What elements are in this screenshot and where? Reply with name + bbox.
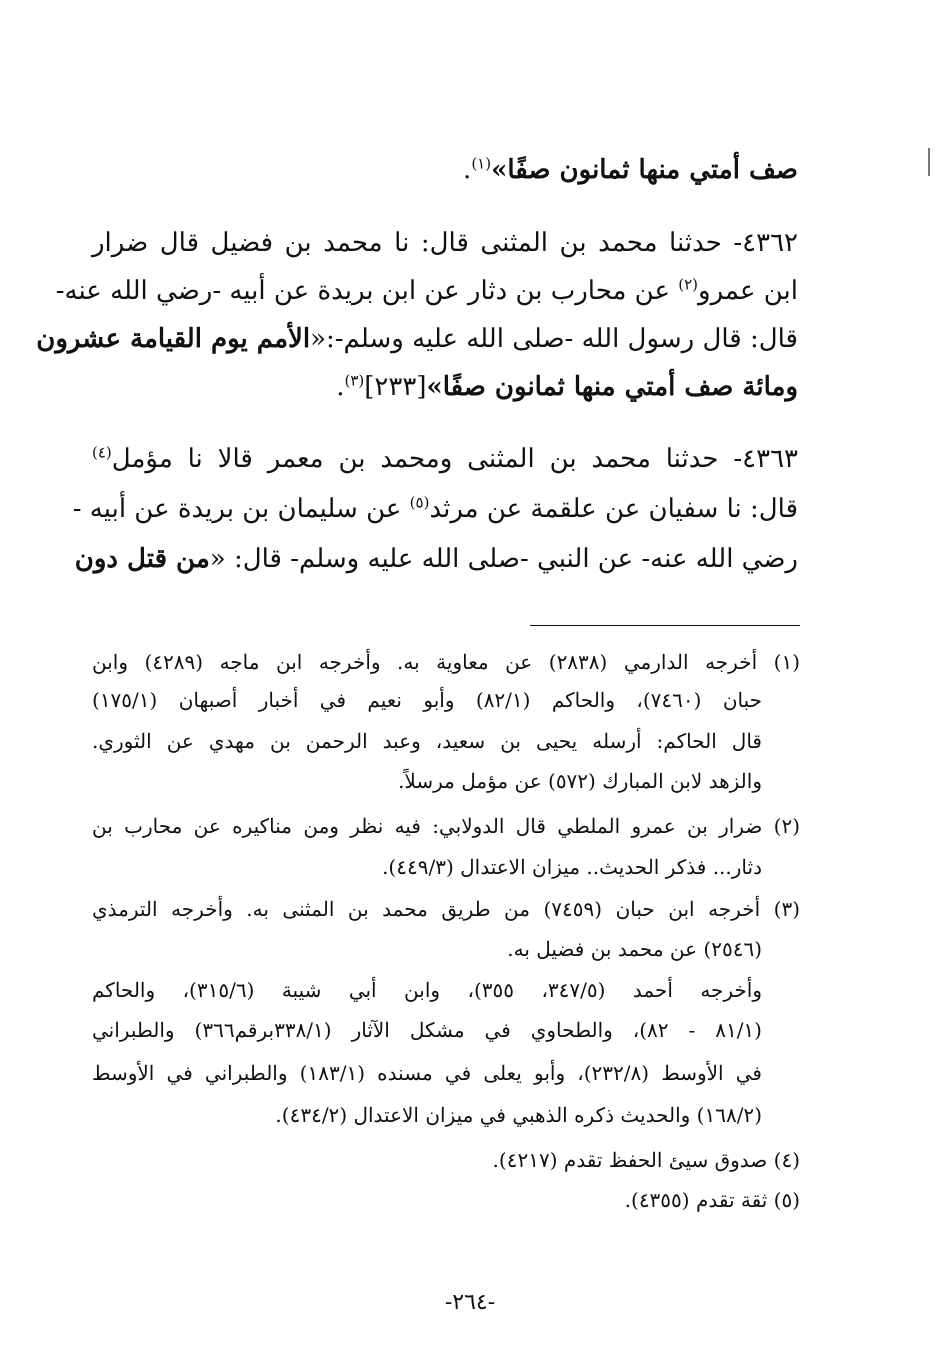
hadith-4362-line-4 — [92, 372, 798, 403]
footnote-3-line-3: وأخرجه أحمد (٣٤٧/٥، ٣٥٥)، وابن أبي شيبة (٣١٥/٦)، والحاكم — [92, 978, 763, 1002]
footnote-ref: (٥) — [409, 493, 430, 512]
footnote-2-line-2: دثار... فذكر الحديث.. ميزان الاعتدال (٤٤٩/٣). — [382, 855, 762, 879]
isnad-text: عن سليمان بن بريدة عن أبيه - — [72, 494, 410, 524]
footnote-3-line-2: (٢٥٤٦) عن محمد بن فضيل به. — [507, 937, 762, 961]
footnote-2-line-1: (٢) ضرار بن عمرو الملطي قال الدولابي: فيه نظر ومن مناكيره عن محارب بن — [92, 814, 800, 838]
footnote-ref: (١) — [471, 154, 492, 173]
footnote-3-line-1: (٣) أخرجه ابن حبان (٧٤٥٩) من طريق محمد بن المثنى به. وأخرجه الترمذي — [92, 897, 800, 921]
text: . — [463, 155, 472, 185]
hadith-4363-line-2 — [72, 493, 798, 525]
text: . — [336, 372, 345, 402]
footnote-1-line-3: قال الحاكم: أرسله يحيى بن سعيد، وعبد الرحمن بن مهدي عن الثوري. — [92, 729, 762, 753]
hadith-text-bold: ومائة صف أمتي منها ثمانون صفًا» — [426, 372, 798, 402]
isnad-text: عن محارب بن دثار عن ابن بريدة عن أبيه -رضي الله عنه- — [55, 276, 679, 306]
hadith-4362-line-3 — [36, 324, 798, 355]
isnad-text: رضي الله عنه- عن النبي -صلى الله عليه وسلم- قال: « — [209, 544, 798, 574]
footnote-3-line-4: (٨١/١ - ٨٢)، والطحاوي في مشكل الآثار (٣٣٨/١برقم٣٦٦) والطبراني — [92, 1018, 762, 1042]
footnote-ref: (٤) — [92, 443, 112, 462]
isnad-text: قال: قال رسول الله -صلى الله عليه وسلم-:« — [310, 324, 798, 354]
footnote-4: (٤) صدوق سيئ الحفظ تقدم (٤٢١٧). — [492, 1148, 800, 1172]
footnote-3-line-5: في الأوسط (٢٣٢/٨)، وأبو يعلى في مسنده (١٨٣/١) والطبراني في الأوسط — [92, 1061, 762, 1085]
hadith-4363-line-1 — [92, 444, 798, 475]
footnote-1-line-2: حبان (٧٤٦٠)، والحاكم (٨٢/١) وأبو نعيم في أخبار أصبهان (١٧٥/١) — [92, 688, 763, 712]
isnad-text: ٤٣٦٣- حدثنا محمد بن المثنى ومحمد بن معمر قالا نا مؤمل — [111, 444, 798, 474]
scan-edge-mark — [928, 148, 930, 176]
page-number: -٢٦٤- — [444, 1290, 496, 1315]
footnote-3-line-6: (١٦٨/٢) والحديث ذكره الذهبي في ميزان الاعتدال (٤٣٤/٢). — [275, 1103, 762, 1127]
footnote-1-line-1: (١) أخرجه الدارمي (٢٨٣٨) عن معاوية به. وأخرجه ابن ماجه (٤٢٨٩) وابن — [92, 650, 800, 674]
main-line-1 — [92, 155, 798, 186]
hadith-text-bold: من قتل دون — [74, 544, 210, 574]
hadith-4362-line-1 — [92, 228, 798, 259]
hadith-text-bold: الأمم يوم القيامة عشرون — [36, 324, 311, 354]
footnote-1-line-4: والزهد لابن المبارك (٥٧٢) عن مؤمل مرسلاً. — [398, 769, 762, 793]
isnad-text: ابن عمرو — [698, 276, 798, 306]
footnote-ref: (٣) — [344, 371, 365, 390]
footnote-5: (٥) ثقة تقدم (٤٣٥٥). — [624, 1188, 800, 1212]
footnote-ref: (٢) — [678, 275, 699, 294]
footnote-separator — [530, 625, 800, 626]
hadith-4363-line-3 — [74, 544, 798, 575]
hadith-text-bold: صف أمتي منها ثمانون صفًا» — [491, 155, 798, 185]
isnad-text: قال: نا سفيان عن علقمة عن مرثد — [429, 494, 798, 524]
hadith-number: [٢٣٣] — [364, 372, 427, 402]
isnad-text: ٤٣٦٢- حدثنا محمد بن المثنى قال: نا محمد بن فضيل قال ضرار — [92, 228, 798, 258]
hadith-4362-line-2 — [55, 275, 798, 307]
